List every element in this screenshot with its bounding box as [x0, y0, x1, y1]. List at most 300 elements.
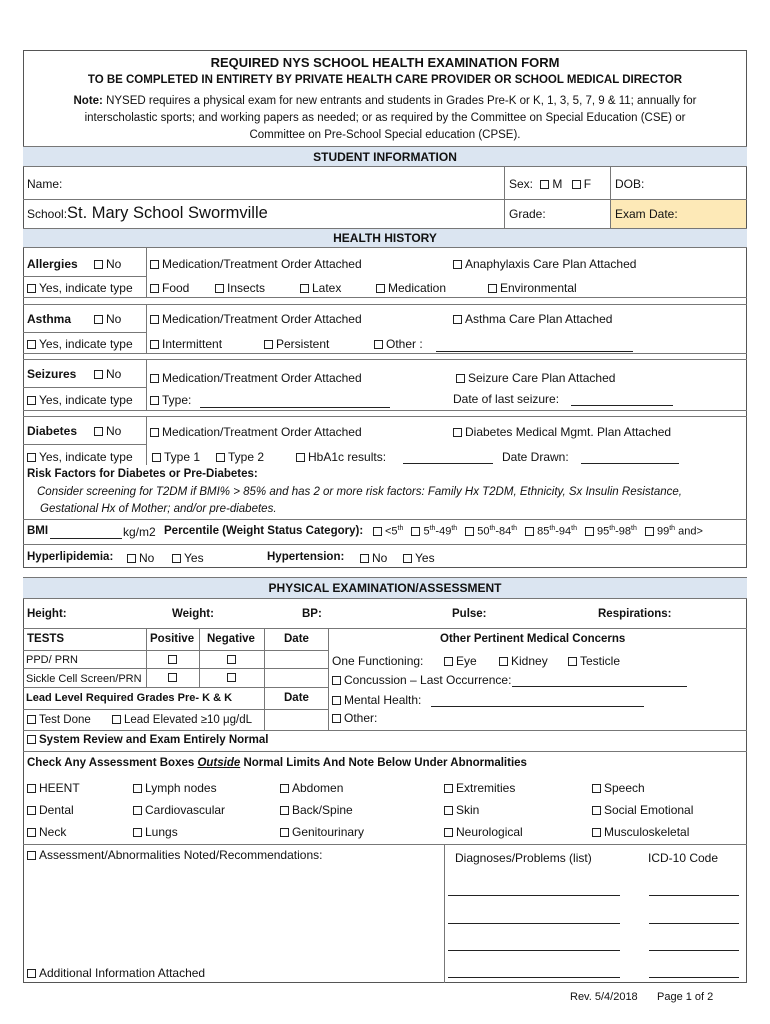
lungs[interactable] — [133, 825, 178, 839]
pct-label: 5 — [423, 525, 430, 538]
ordinal-suffix: th — [669, 525, 676, 532]
lead-date-header: Date — [284, 692, 309, 704]
option-label: Yes, indicate type — [39, 337, 133, 351]
percentile-label: Percentile (Weight Status Category): — [164, 525, 364, 537]
ordinal-suffix: th — [451, 525, 458, 532]
option-label: Cardiovascular — [145, 803, 226, 817]
one-functioning-eye[interactable] — [444, 654, 477, 668]
checkbox[interactable] — [150, 428, 159, 437]
divider — [23, 544, 747, 545]
seizures-med-order[interactable] — [150, 371, 362, 385]
social-emotional[interactable] — [592, 803, 693, 817]
option-label: Other : — [386, 337, 423, 351]
date-drawn-line[interactable] — [581, 463, 679, 464]
checkbox[interactable] — [150, 374, 159, 383]
grade-label: Grade: — [509, 207, 546, 221]
checkbox[interactable] — [488, 284, 497, 293]
page-number: Page 1 of 2 — [657, 991, 714, 1003]
checkbox[interactable] — [444, 784, 453, 793]
icd-line[interactable] — [649, 977, 739, 978]
option-label: Social Emotional — [604, 803, 694, 817]
divider — [23, 687, 329, 688]
diabetes-no[interactable] — [94, 424, 121, 438]
mental-health-line[interactable] — [431, 706, 644, 707]
option-label: Medication — [388, 281, 447, 295]
option-label: Diabetes Medical Mgmt. Plan Attached — [465, 425, 672, 439]
skin[interactable] — [444, 803, 479, 817]
option-label: Intermittent — [162, 337, 223, 351]
divider — [444, 844, 445, 983]
risk-factors-line1: Consider screening for T2DM if BMI% > 85% and has 2 or more risk factors: Family Hx T2DM, Ethnicity, Sx Insulin Resistance, — [37, 486, 682, 498]
checkbox[interactable] — [444, 657, 453, 666]
allergies-food[interactable] — [150, 281, 189, 295]
icd-line[interactable] — [649, 895, 739, 896]
divider — [23, 709, 329, 710]
sex-label: Sex: — [509, 177, 534, 191]
additional-info-attached[interactable] — [27, 966, 205, 980]
checkbox[interactable] — [27, 851, 36, 860]
lymph-nodes[interactable] — [133, 781, 217, 795]
checkbox[interactable] — [27, 453, 36, 462]
one-functioning-testicle[interactable] — [568, 654, 620, 668]
asthma-label: Asthma — [27, 312, 72, 326]
divider — [23, 444, 147, 445]
note-text — [23, 95, 747, 107]
date-drawn-label: Date Drawn: — [502, 450, 569, 464]
checkbox[interactable] — [133, 784, 142, 793]
asthma-other[interactable] — [374, 337, 423, 351]
checkbox[interactable] — [27, 284, 36, 293]
option-label: Yes, indicate type — [39, 450, 133, 464]
option-label: Type 2 — [228, 450, 265, 464]
option-label: Type: — [162, 393, 192, 407]
abdomen[interactable] — [280, 781, 343, 795]
hyperlipidemia-no[interactable] — [127, 551, 154, 565]
option-label: Additional Information Attached — [39, 966, 206, 980]
ordinal-suffix: th — [511, 525, 518, 532]
asthma-intermittent[interactable] — [150, 337, 222, 351]
ppd-label: PPD/ PRN — [26, 654, 78, 666]
checkbox[interactable] — [592, 806, 601, 815]
asthma-med-order[interactable] — [150, 312, 362, 326]
lead-required-label: Lead Level Required Grades Pre- K & K — [26, 692, 233, 704]
ordinal-suffix: th — [429, 525, 436, 532]
option-label: Seizure Care Plan Attached — [468, 371, 616, 385]
divider — [23, 304, 747, 305]
divider — [264, 628, 265, 730]
checkbox[interactable] — [453, 260, 462, 269]
checkbox[interactable] — [150, 284, 159, 293]
checkbox[interactable] — [27, 340, 36, 349]
diagnosis-line[interactable] — [448, 923, 620, 924]
divider — [23, 628, 747, 629]
option-label: Yes — [184, 551, 204, 565]
checkbox[interactable] — [376, 284, 385, 293]
respirations-label: Respirations: — [598, 608, 672, 620]
icd-line[interactable] — [649, 950, 739, 951]
seizures-label: Seizures — [27, 367, 77, 381]
pulse-label: Pulse: — [452, 608, 487, 620]
divider — [23, 297, 747, 298]
option-label: Insects — [227, 281, 266, 295]
revision-date: Rev. 5/4/2018 — [570, 991, 638, 1003]
divider — [328, 628, 329, 730]
checkbox[interactable] — [592, 828, 601, 837]
option-label: Medication/Treatment Order Attached — [162, 425, 362, 439]
diagnosis-line[interactable] — [448, 950, 620, 951]
checkbox[interactable] — [150, 315, 159, 324]
checkbox[interactable] — [499, 657, 508, 666]
checkbox[interactable] — [150, 396, 159, 405]
diabetes-type1[interactable] — [152, 450, 200, 464]
checkbox[interactable] — [568, 657, 577, 666]
school-value[interactable]: St. Mary School Swormville — [67, 204, 268, 222]
pct-lt5-checkbox[interactable] — [373, 527, 382, 536]
divider — [146, 248, 147, 297]
sickle-negative-checkbox[interactable] — [227, 673, 236, 682]
health-history-heading: HEALTH HISTORY — [23, 228, 747, 248]
divider — [146, 416, 147, 465]
checkbox[interactable] — [27, 784, 36, 793]
diabetes-yes[interactable] — [27, 450, 133, 464]
option-label: Lymph nodes — [145, 781, 217, 795]
checkbox[interactable] — [444, 828, 453, 837]
assessment-notes[interactable] — [27, 848, 322, 862]
ordinal-suffix: th — [489, 525, 496, 532]
option-label: Medication/Treatment Order Attached — [162, 257, 362, 271]
allergies-insects[interactable] — [215, 281, 265, 295]
seizures-type[interactable] — [150, 393, 191, 407]
checkbox[interactable] — [27, 715, 36, 724]
option-label: Back/Spine — [292, 803, 353, 817]
pct-95-98-checkbox[interactable] — [585, 527, 594, 536]
negative-header: Negative — [207, 633, 255, 645]
speech[interactable] — [592, 781, 645, 795]
checkbox[interactable] — [264, 340, 273, 349]
asthma-other-line[interactable] — [436, 351, 633, 352]
option-label: Genitourinary — [292, 825, 365, 839]
allergies-label: Allergies — [27, 257, 78, 271]
pct-label: -84 — [495, 525, 512, 538]
divider — [146, 359, 147, 410]
test-done[interactable] — [27, 714, 91, 726]
divider — [23, 650, 329, 651]
sickle-label: Sickle Cell Screen/PRN — [26, 673, 142, 685]
checkbox[interactable] — [94, 370, 103, 379]
checkbox[interactable] — [94, 427, 103, 436]
dob-label: DOB: — [615, 177, 645, 191]
pct-50-84-checkbox[interactable] — [465, 527, 474, 536]
ordinal-suffix: th — [631, 525, 637, 532]
checkbox[interactable] — [332, 714, 341, 723]
asthma-care-plan[interactable] — [453, 312, 612, 326]
divider — [146, 628, 147, 687]
bmi-line[interactable] — [50, 538, 122, 539]
option-label: Extremities — [456, 781, 516, 795]
checkbox[interactable] — [215, 284, 224, 293]
allergies-yes[interactable] — [27, 281, 133, 295]
exam-heading: PHYSICAL EXAMINATION/ASSESSMENT — [23, 577, 747, 599]
divider — [23, 410, 747, 411]
option-label: Abdomen — [292, 781, 344, 795]
option-label: No — [106, 257, 122, 271]
ordinal-suffix: th — [549, 525, 556, 532]
neurological[interactable] — [444, 825, 523, 839]
sickle-positive-checkbox[interactable] — [168, 673, 177, 682]
hyperlipidemia-yes[interactable] — [172, 551, 204, 565]
instruction-text: Check Any Assessment Boxes — [27, 757, 198, 769]
date-header: Date — [284, 633, 309, 645]
cardiovascular[interactable] — [133, 803, 225, 817]
sex-f-label: F — [583, 177, 592, 191]
pct-lt5-label: <5 — [385, 525, 398, 538]
option-label: Persistent — [276, 337, 330, 351]
checkbox[interactable] — [592, 784, 601, 793]
option-label: Concussion – Last Occurrence: — [344, 673, 512, 687]
asthma-persistent[interactable] — [264, 337, 329, 351]
checkbox[interactable] — [127, 554, 136, 563]
checkbox[interactable] — [27, 806, 36, 815]
bmi-label: BMI — [27, 525, 49, 537]
checkbox[interactable] — [403, 554, 412, 563]
checkbox[interactable] — [332, 676, 341, 685]
checkbox[interactable] — [453, 315, 462, 324]
pct-label: and> — [675, 525, 703, 538]
checkbox[interactable] — [27, 969, 36, 978]
pct-label: -49 — [435, 525, 452, 538]
checkbox[interactable] — [453, 428, 462, 437]
diagnosis-line[interactable] — [448, 895, 620, 896]
sex-m-label: M — [552, 177, 563, 191]
checkbox[interactable] — [27, 828, 36, 837]
divider — [146, 304, 147, 353]
checkbox[interactable] — [27, 396, 36, 405]
option-label: HEENT — [39, 781, 80, 795]
option-label: Mental Health: — [344, 693, 422, 707]
option-label: Eye — [456, 654, 477, 668]
weight-label: Weight: — [172, 608, 214, 620]
instruction-emphasis: Outside — [197, 757, 241, 769]
option-label: Yes — [415, 551, 435, 565]
checkbox[interactable] — [133, 828, 142, 837]
option-label: No — [106, 424, 122, 438]
checkbox[interactable] — [360, 554, 369, 563]
pct-label: -98 — [615, 525, 632, 538]
option-label: HbA1c results: — [308, 450, 387, 464]
note-line2: interscholastic sports; and working papers as needed; or as required by the Committee on Special Education (CSE) or — [84, 112, 686, 124]
checkbox[interactable] — [216, 453, 225, 462]
option-label: Yes, indicate type — [39, 281, 133, 295]
option-label: System Review and Exam Entirely Normal — [39, 734, 269, 746]
option-label: Testicle — [580, 654, 621, 668]
allergies-med-order[interactable] — [150, 257, 362, 271]
checkbox[interactable] — [133, 806, 142, 815]
lead-elevated[interactable] — [112, 714, 252, 726]
option-label: No — [139, 551, 155, 565]
divider — [23, 387, 147, 388]
icd-line[interactable] — [649, 923, 739, 924]
positive-header: Positive — [150, 633, 195, 645]
risk-factors-title: Risk Factors for Diabetes or Pre-Diabetes: — [27, 468, 258, 480]
percentile-options[interactable] — [373, 525, 703, 538]
form-subtitle: TO BE COMPLETED IN ENTIRETY BY PRIVATE HEALTH CARE PROVIDER OR SCHOOL MEDICAL DIRECTOR — [87, 74, 683, 86]
option-label: Latex — [312, 281, 342, 295]
pct-label: 99 — [656, 525, 670, 538]
divider — [23, 416, 747, 417]
divider — [23, 844, 747, 845]
hba1c-line[interactable] — [403, 463, 493, 464]
concussion-line[interactable] — [512, 686, 687, 687]
checkbox[interactable] — [94, 260, 103, 269]
checkbox[interactable] — [444, 806, 453, 815]
divider — [23, 751, 747, 752]
one-functioning-label: One Functioning: — [332, 654, 424, 668]
checkbox[interactable] — [280, 806, 289, 815]
option-label: Anaphylaxis Care Plan Attached — [465, 257, 637, 271]
diabetes-med-order[interactable] — [150, 425, 362, 439]
school-label: School: — [27, 207, 68, 221]
mental-health[interactable] — [332, 693, 421, 707]
height-label: Height: — [27, 608, 67, 620]
checkbox[interactable] — [150, 340, 159, 349]
pct-label: 50 — [477, 525, 490, 538]
option-label: Asthma Care Plan Attached — [465, 312, 613, 326]
ppd-positive-checkbox[interactable] — [168, 655, 177, 664]
divider — [23, 359, 747, 360]
checkbox[interactable] — [112, 715, 121, 724]
pct-label: -94 — [555, 525, 572, 538]
other-concerns-header: Other Pertinent Medical Concerns — [440, 633, 626, 645]
extremities[interactable] — [444, 781, 515, 795]
name-label: Name: — [27, 177, 63, 191]
heent[interactable] — [27, 781, 80, 795]
check-assessment-instructions — [27, 757, 527, 769]
option-label: Other: — [344, 711, 378, 725]
diabetes-care-plan[interactable] — [453, 425, 671, 439]
risk-factors-line2: Gestational Hx of Mother; and/or pre-diabetes. — [40, 503, 277, 515]
hypertension-yes[interactable] — [403, 551, 435, 565]
divider — [23, 730, 747, 731]
seizures-last-date-line[interactable] — [571, 405, 673, 406]
ordinal-suffix: th — [609, 525, 616, 532]
musculoskeletal[interactable] — [592, 825, 689, 839]
seizures-no[interactable] — [94, 367, 121, 381]
checkbox[interactable] — [456, 374, 465, 383]
ordinal-suffix: th — [571, 525, 577, 532]
checkbox[interactable] — [280, 784, 289, 793]
checkbox[interactable] — [280, 828, 289, 837]
seizures-last-date-label: Date of last seizure: — [453, 392, 560, 406]
other-concern[interactable] — [332, 711, 377, 725]
checkbox[interactable] — [172, 554, 181, 563]
sex-field[interactable] — [509, 177, 591, 191]
exam-box — [23, 577, 747, 983]
exam-date-label: Exam Date: — [615, 207, 678, 221]
option-label: Musculoskeletal — [604, 825, 690, 839]
allergies-latex[interactable] — [300, 281, 341, 295]
option-label: Medication/Treatment Order Attached — [162, 312, 362, 326]
ppd-negative-checkbox[interactable] — [227, 655, 236, 664]
divider — [23, 668, 329, 669]
option-label: No — [372, 551, 388, 565]
divider — [504, 167, 505, 229]
option-label: Type 1 — [164, 450, 201, 464]
option-label: No — [106, 312, 122, 326]
student-info-heading: STUDENT INFORMATION — [23, 146, 747, 167]
option-label: Assessment/Abnormalities Noted/Recommendations: — [39, 848, 323, 862]
diabetes-hba1c[interactable] — [296, 450, 386, 464]
hyperlipidemia-label: Hyperlipidemia: — [27, 551, 114, 563]
hypertension-label: Hypertension: — [267, 551, 345, 563]
checkbox[interactable] — [296, 453, 305, 462]
asthma-no[interactable] — [94, 312, 121, 326]
bp-label: BP: — [302, 608, 322, 620]
divider — [23, 519, 747, 520]
pct-99-checkbox[interactable] — [645, 527, 654, 536]
checkbox[interactable] — [300, 284, 309, 293]
allergies-medication[interactable] — [376, 281, 446, 295]
checkbox[interactable] — [94, 315, 103, 324]
asthma-yes[interactable] — [27, 337, 133, 351]
sex-f-checkbox[interactable] — [572, 180, 581, 189]
note-line1: NYSED requires a physical exam for new entrants and students in Grades Pre-K or K, 1, 3, 5, 7, 9 & 11; annually for — [102, 95, 697, 107]
allergies-care-plan[interactable] — [453, 257, 636, 271]
form-title: REQUIRED NYS SCHOOL HEALTH EXAMINATION FORM — [210, 55, 560, 70]
checkbox[interactable] — [152, 453, 161, 462]
seizures-type-line[interactable] — [200, 407, 390, 408]
pct-label: 85 — [537, 525, 550, 538]
option-label: Test Done — [39, 714, 91, 726]
seizures-care-plan[interactable] — [456, 371, 615, 385]
option-label: Lead Elevated ≥10 μg/dL — [124, 714, 253, 726]
sex-m-checkbox[interactable] — [540, 180, 549, 189]
hypertension-no[interactable] — [360, 551, 387, 565]
pct-5-49-checkbox[interactable] — [411, 527, 420, 536]
genitourinary[interactable] — [280, 825, 364, 839]
divider — [23, 353, 747, 354]
pct-85-94-checkbox[interactable] — [525, 527, 534, 536]
allergies-no[interactable] — [94, 257, 121, 271]
allergies-environmental[interactable] — [488, 281, 577, 295]
back-spine[interactable] — [280, 803, 353, 817]
checkbox[interactable] — [332, 696, 341, 705]
divider — [23, 332, 147, 333]
diagnosis-line[interactable] — [448, 977, 620, 978]
diagnoses-header: Diagnoses/Problems (list) — [455, 851, 592, 865]
seizures-yes[interactable] — [27, 393, 133, 407]
tests-header: TESTS — [27, 633, 65, 645]
checkbox[interactable] — [27, 735, 36, 744]
option-label: Neurological — [456, 825, 523, 839]
dental[interactable] — [27, 803, 74, 817]
one-functioning-kidney[interactable] — [499, 654, 548, 668]
concussion[interactable] — [332, 673, 511, 687]
option-label: Environmental — [500, 281, 577, 295]
divider — [23, 276, 147, 277]
checkbox[interactable] — [150, 260, 159, 269]
neck[interactable] — [27, 825, 66, 839]
option-label: No — [106, 367, 122, 381]
diabetes-type2[interactable] — [216, 450, 264, 464]
bmi-unit: kg/m2 — [123, 525, 156, 539]
system-review-normal[interactable] — [27, 734, 268, 746]
option-label: Dental — [39, 803, 74, 817]
checkbox[interactable] — [374, 340, 383, 349]
note-label: Note: — [73, 95, 103, 107]
option-label: Lungs — [145, 825, 178, 839]
instruction-text: Normal Limits And Note Below Under Abnormalities — [240, 757, 527, 769]
option-label: Yes, indicate type — [39, 393, 133, 407]
